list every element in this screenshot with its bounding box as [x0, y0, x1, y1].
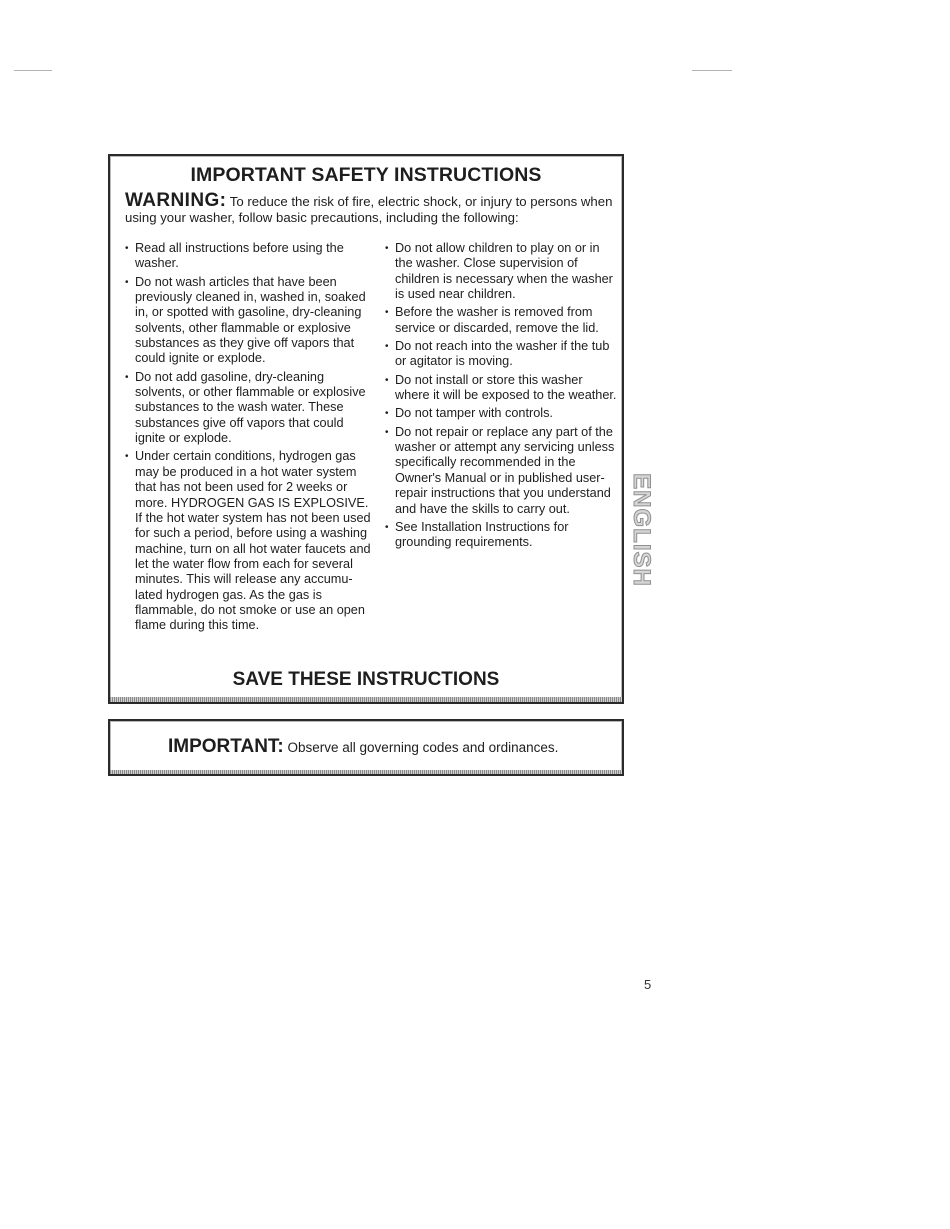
left-instructions-list: [125, 241, 373, 637]
right-instructions-list: [385, 241, 617, 554]
list-item: • Do not allow children to play on or in the washer. Close supervision of children is necessary when the washer is used near children.: [385, 241, 617, 302]
list-item: • Do not repair or replace any part of the washer or attempt any servicing unless specifically recommended in the Owner's Manual or in published user-repair instructions that you understand and have the skills to carry out.: [385, 425, 617, 517]
important-label: IMPORTANT:: [168, 736, 284, 757]
warning-text: To reduce the risk of fire, electric shock, or injury to persons when using your washer, follow basic precautions, including the following:: [125, 194, 613, 225]
list-item: • Under certain conditions, hydrogen gas may be produced in a hot water system that has not been used for 2 weeks or more. HYDROGEN GAS IS EXPLOSIVE. If the hot water system has not been used for such a period, before using a washing machine, turn on all hot water faucets and let the water flow from each for several minutes. This will release any accumu-lated hydrogen gas. As the gas is flammable, do not smoke or use an open flame during this time.: [125, 449, 373, 633]
warning-label: WARNING:: [125, 190, 227, 211]
important-notice-box: [108, 719, 624, 776]
list-item: • Do not install or store this washer where it will be exposed to the weather.: [385, 373, 617, 404]
crop-mark-right: [692, 70, 732, 71]
list-item: • Before the washer is removed from service or discarded, remove the lid.: [385, 305, 617, 336]
safety-title: IMPORTANT SAFETY INSTRUCTIONS: [190, 164, 542, 186]
warning-paragraph: [125, 190, 615, 226]
crop-mark-left: [14, 70, 52, 71]
list-item: • Do not reach into the washer if the tub or agitator is moving.: [385, 339, 617, 370]
safety-instructions-box: [108, 154, 624, 704]
language-label: ENGLISH: [628, 473, 655, 587]
important-notice: [168, 736, 558, 758]
important-text: Observe all governing codes and ordinances.: [287, 740, 559, 755]
box-shadow-bar: [110, 697, 622, 702]
list-item: • Read all instructions before using the washer.: [125, 241, 373, 272]
list-item: • Do not tamper with controls.: [385, 406, 617, 421]
list-item: • See Installation Instructions for grounding requirements.: [385, 520, 617, 551]
box-shadow-bar: [110, 770, 622, 774]
page-number: 5: [644, 977, 652, 992]
save-instructions-heading: SAVE THESE INSTRUCTIONS: [232, 669, 500, 690]
list-item: • Do not wash articles that have been previously cleaned in, washed in, soaked in, or spotted with gasoline, dry-cleaning solvents, other flammable or explosive substances as they give off vapors that could ignite or explode.: [125, 275, 373, 367]
list-item: • Do not add gasoline, dry-cleaning solvents, or other flammable or explosive substances to the wash water. These substances give off vapors that could ignite or explode.: [125, 370, 373, 447]
language-side-tab: [629, 460, 653, 600]
